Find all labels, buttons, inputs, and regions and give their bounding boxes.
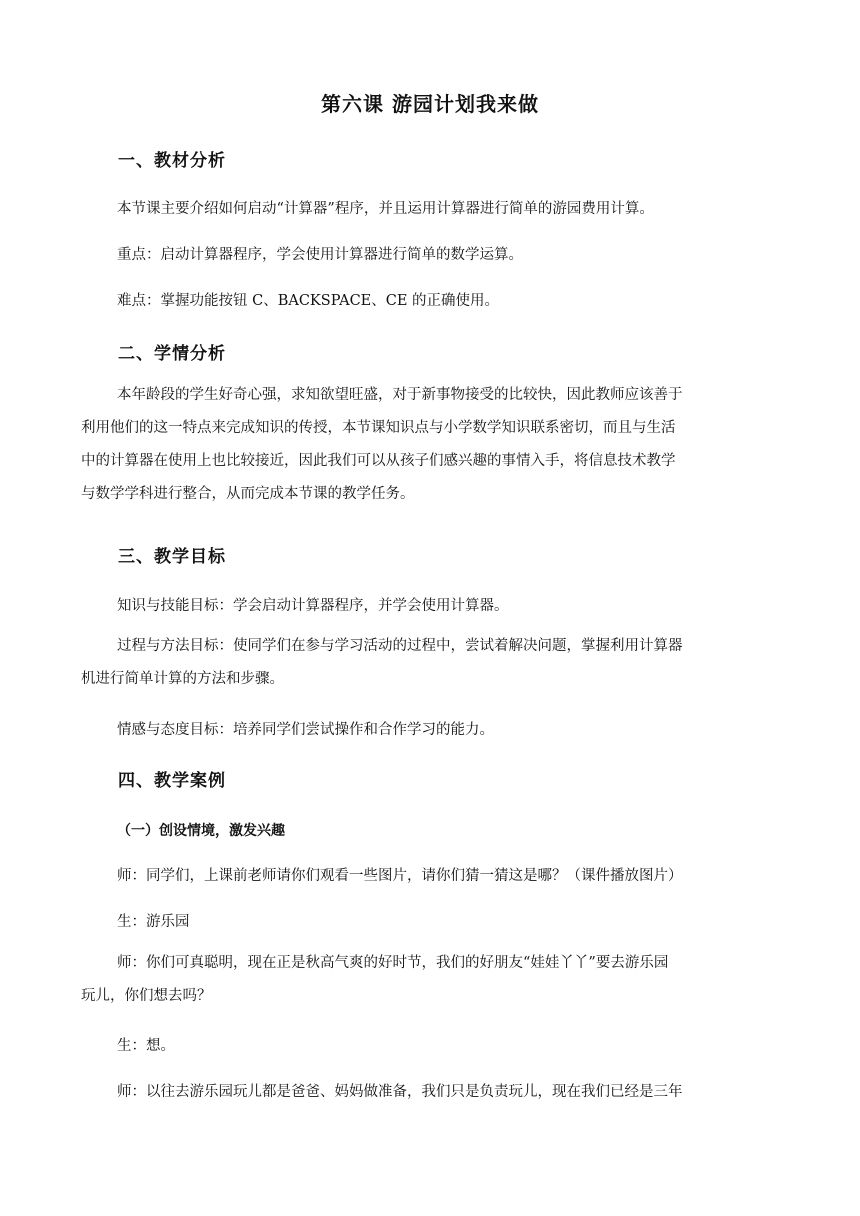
section-heading-goals: 三、教学目标 — [118, 547, 226, 567]
text-line: 师：你们可真聪明，现在正是秋高气爽的好时节，我们的好朋友“娃娃丫丫”要去游乐园 — [117, 955, 669, 971]
section-heading-case: 四、教学案例 — [118, 771, 226, 791]
dialogue-student-1: 生：游乐园 — [117, 914, 190, 930]
text-line: 本年龄段的学生好奇心强，求知欲望旺盛，对于新事物接受的比较快，因此教师应该善于 — [117, 387, 683, 403]
text-line: 机进行简单计算的方法和步骤。 — [81, 671, 284, 687]
paragraph-process-goal — [81, 630, 781, 696]
text-line: 与数学学科进行整合，从而完成本节课的教学任务。 — [81, 486, 415, 502]
paragraph-attitude-goal: 情感与态度目标：培养同学们尝试操作和合作学习的能力。 — [117, 722, 494, 738]
subsection-heading-scenario: （一）创设情境，激发兴趣 — [117, 823, 285, 839]
text-line: 利用他们的这一特点来完成知识的传授，本节课知识点与小学数学知识联系密切，而且与生活 — [81, 420, 676, 436]
paragraph-difficulty: 难点：掌握功能按钮 C、BACKSPACE、CE 的正确使用。 — [117, 293, 500, 309]
dialogue-teacher-1: 师：同学们，上课前老师请你们观看一些图片，请你们猜一猜这是哪？（课件播放图片） — [117, 868, 683, 884]
text-line: 中的计算器在使用上也比较接近，因此我们可以从孩子们感兴趣的事情入手，将信息技术教学 — [81, 453, 676, 469]
paragraph-student-analysis — [81, 379, 781, 511]
section-heading-materials: 一、教材分析 — [118, 151, 226, 171]
dialogue-teacher-3: 师：以往去游乐园玩儿都是爸爸、妈妈做准备，我们只是负责玩儿，现在我们已经是三年 — [117, 1084, 683, 1100]
paragraph-intro: 本节课主要介绍如何启动“计算器”程序，并且运用计算器进行简单的游园费用计算。 — [117, 201, 654, 217]
dialogue-student-2: 生：想。 — [117, 1038, 175, 1054]
text-line: 过程与方法目标：使同学们在参与学习活动的过程中，尝试着解决问题，掌握利用计算器 — [117, 638, 683, 654]
section-heading-students: 二、学情分析 — [118, 344, 226, 364]
paragraph-knowledge-goal: 知识与技能目标：学会启动计算器程序，并学会使用计算器。 — [117, 598, 509, 614]
text-line: 玩儿，你们想去吗？ — [81, 988, 212, 1004]
dialogue-teacher-2 — [81, 947, 781, 1013]
document-title: 第六课 游园计划我来做 — [321, 92, 539, 116]
paragraph-key-point: 重点：启动计算器程序，学会使用计算器进行简单的数学运算。 — [117, 247, 523, 263]
